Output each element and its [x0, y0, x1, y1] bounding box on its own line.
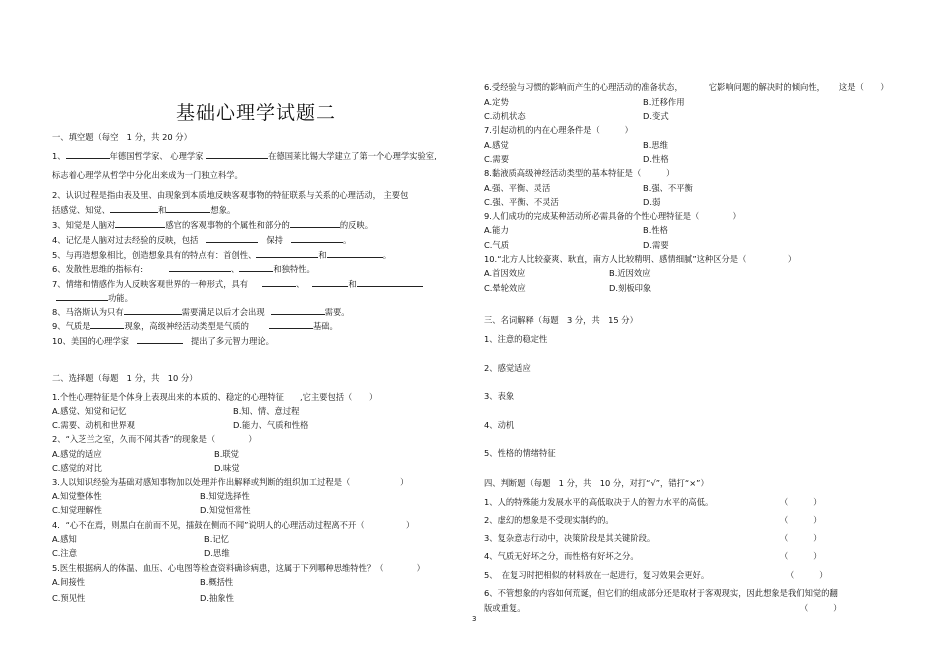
tf-4-paren: （ ）: [780, 551, 822, 561]
choice-10-opt-b: B.近因效应: [609, 268, 651, 278]
choice-2-opt-d: D.味觉: [214, 463, 240, 473]
choice-1-opt-c: C.需要、动机和世界观: [52, 420, 136, 430]
question-4: 4、记忆是人脑对过去经验的反映，包括 保持 。: [52, 235, 352, 245]
choice-5-opt-c: C.预见性: [52, 593, 86, 603]
choice-8-opt-a: A.强、平衡、灵活: [484, 183, 551, 193]
term-5: 5、性格的情绪特征: [484, 448, 556, 458]
question-10: 10、美国的心理学家 提出了多元智力理论。: [52, 336, 274, 346]
tf-2: 2、虚幻的想象是不受现实制约的。: [484, 515, 614, 525]
choice-4-opt-b: B.记忆: [204, 534, 229, 544]
choice-6: 6.受经验与习惯的影响而产生的心理活动的准备状态， 它影响问题的解决时的倾向性， 这是（ ）: [484, 82, 889, 92]
choice-8: 8.黏液质高级神经活动类型的基本特征是（ ）: [484, 168, 675, 178]
tf-6: 6、不管想象的内容如何荒诞，但它们的组成部分还是取材于客观现实，因此想象是我们知觉的翻: [484, 588, 838, 598]
question-7: 7、情绪和情感作为人反映客观世界的一种形式，具有 、 和: [52, 278, 423, 290]
tf-6-paren: （ ）: [800, 603, 842, 613]
question-2: 2、认识过程是指由表及里、由现象到本质地反映客观事物的特征联系与关系的心理活动， 主要包: [52, 190, 409, 200]
section-header-choice: 二、选择题（每题 1 分，共 10 分）: [52, 373, 198, 383]
page-title: 基础心理学试题二: [176, 102, 337, 124]
question-1: 1、 年德国哲学家、 心理学家 在德国莱比锡大学建立了第一个心理学实验室,: [52, 151, 437, 161]
choice-3: 3.人以知识经验为基础对感知事物加以处理并作出解释或判断的组织加工过程是（ ）: [52, 477, 409, 487]
choice-10-opt-c: C.晕轮效应: [484, 283, 526, 293]
tf-1: 1、人的特殊能力发展水平的高低取决于人的智力水平的高低。: [484, 497, 714, 507]
question-5: 5、与再造想象相比，创造想象具有的特点有：首创性、 和 。: [52, 250, 392, 260]
tf-5: 5、 在复习时把相似的材料放在一起进行，复习效果会更好。: [484, 570, 710, 580]
term-2: 2、感觉适应: [484, 363, 531, 373]
choice-4-opt-c: C.注意: [52, 548, 78, 558]
choice-8-opt-c: C.强、平衡、不灵活: [484, 197, 559, 207]
choice-1: 1.个性心理特征是个体身上表现出来的本质的、稳定的心理特征 ,它主要包括（ ）: [52, 392, 378, 402]
choice-4-opt-a: A.感知: [52, 534, 77, 544]
choice-9: 9.人们成功的完成某种活动所必需具备的个性心理特征是（ ）: [484, 211, 741, 221]
choice-3-opt-c: C.知觉理解性: [52, 505, 102, 515]
choice-9-opt-c: C.气质: [484, 240, 510, 250]
choice-1-opt-b: B.知、情、意过程: [233, 406, 300, 416]
choice-7-opt-a: A.感觉: [484, 140, 509, 150]
question-2-cont: 括感觉、知觉、 和 想象。: [52, 205, 236, 215]
choice-10: 10.“北方人比较豪爽、耿直，南方人比较精明、感情细腻”这种区分是（ ）: [484, 254, 797, 264]
choice-10-opt-d: D.刻板印象: [609, 283, 652, 293]
choice-6-opt-b: B.迁移作用: [643, 97, 685, 107]
choice-8-opt-d: D.弱: [643, 197, 661, 207]
choice-1-opt-d: D.能力、气质和性格: [233, 420, 309, 430]
term-3: 3、表象: [484, 391, 515, 401]
question-3: 3、知觉是人脑对 感官的客观事物的个属性和部分的 的反映。: [52, 220, 374, 230]
section-header-true-false: 四、判断题（每题 1 分，共 10 分，对打“√”，错打“×”）: [484, 478, 709, 488]
choice-7-opt-d: D.性格: [643, 154, 669, 164]
tf-6-cont: 版或重复。: [484, 603, 526, 613]
term-1: 1、注意的稳定性: [484, 334, 548, 344]
question-6: 6、发散性思维的指标有: 、 和独特性。: [52, 264, 315, 274]
page-number: 3: [472, 615, 477, 623]
choice-5-opt-b: B.概括性: [200, 577, 234, 587]
tf-2-paren: （ ）: [780, 515, 822, 525]
tf-3: 3、复杂意志行动中，决策阶段是其关键阶段。: [484, 533, 656, 543]
choice-2-opt-c: C.感觉的对比: [52, 463, 102, 473]
question-9: 9、气质是 现象，高级神经活动类型是气质的 基础。: [52, 321, 338, 331]
choice-3-opt-b: B.知觉选择性: [200, 491, 250, 501]
choice-6-opt-d: D.变式: [643, 111, 669, 121]
choice-8-opt-b: B.强、不平衡: [643, 183, 693, 193]
choice-2: 2、“入芝兰之室，久而不闻其香”的现象是（ ）: [52, 434, 257, 444]
choice-1-opt-a: A.感觉、知觉和记忆: [52, 406, 127, 416]
question-7-cont: 功能。: [52, 292, 133, 304]
choice-4-opt-d: D.思维: [204, 548, 230, 558]
question-8: 8、马洛斯认为只有 需要满足以后才会出现 需要。: [52, 307, 350, 317]
section-header-terms: 三、名词解释（每题 3 分，共 15 分）: [484, 315, 638, 325]
choice-7-opt-b: B.思维: [643, 140, 668, 150]
choice-3-opt-d: D.知觉恒常性: [200, 505, 251, 515]
choice-2-opt-b: B.联觉: [214, 449, 239, 459]
choice-7: 7.引起动机的内在心理条件是（ ）: [484, 125, 633, 135]
choice-10-opt-a: A.首因效应: [484, 268, 526, 278]
choice-3-opt-a: A.知觉整体性: [52, 491, 102, 501]
tf-1-paren: （ ）: [780, 497, 822, 507]
choice-5: 5.医生根据病人的体温、血压、心电图等检查资料确诊病患，这属于下列哪种思维特性？（ ）: [52, 563, 425, 573]
choice-5-opt-a: A.间接性: [52, 577, 86, 587]
choice-9-opt-d: D.需要: [643, 240, 669, 250]
choice-6-opt-c: C.动机状态: [484, 111, 526, 121]
tf-4: 4、气质无好坏之分，而性格有好坏之分。: [484, 551, 639, 561]
choice-5-opt-d: D.抽象性: [200, 593, 234, 603]
term-4: 4、动机: [484, 420, 515, 430]
choice-6-opt-a: A.定势: [484, 97, 509, 107]
choice-9-opt-a: A.能力: [484, 225, 509, 235]
tf-3-paren: （ ）: [780, 533, 822, 543]
choice-9-opt-b: B.性格: [643, 225, 668, 235]
question-1-cont: 标志着心理学从哲学中分化出来成为一门独立科学。: [52, 170, 243, 180]
choice-7-opt-c: C.需要: [484, 154, 510, 164]
choice-4: 4．“心不在焉，则黑白在前而不见，擂鼓在侧而不闻”说明人的心理活动过程离不开（ ）: [52, 520, 415, 530]
section-header-fill-blank: 一、填空题（每空 1 分，共 20 分）: [52, 132, 192, 142]
tf-5-paren: （ ）: [786, 570, 828, 580]
choice-2-opt-a: A.感觉的适应: [52, 449, 102, 459]
